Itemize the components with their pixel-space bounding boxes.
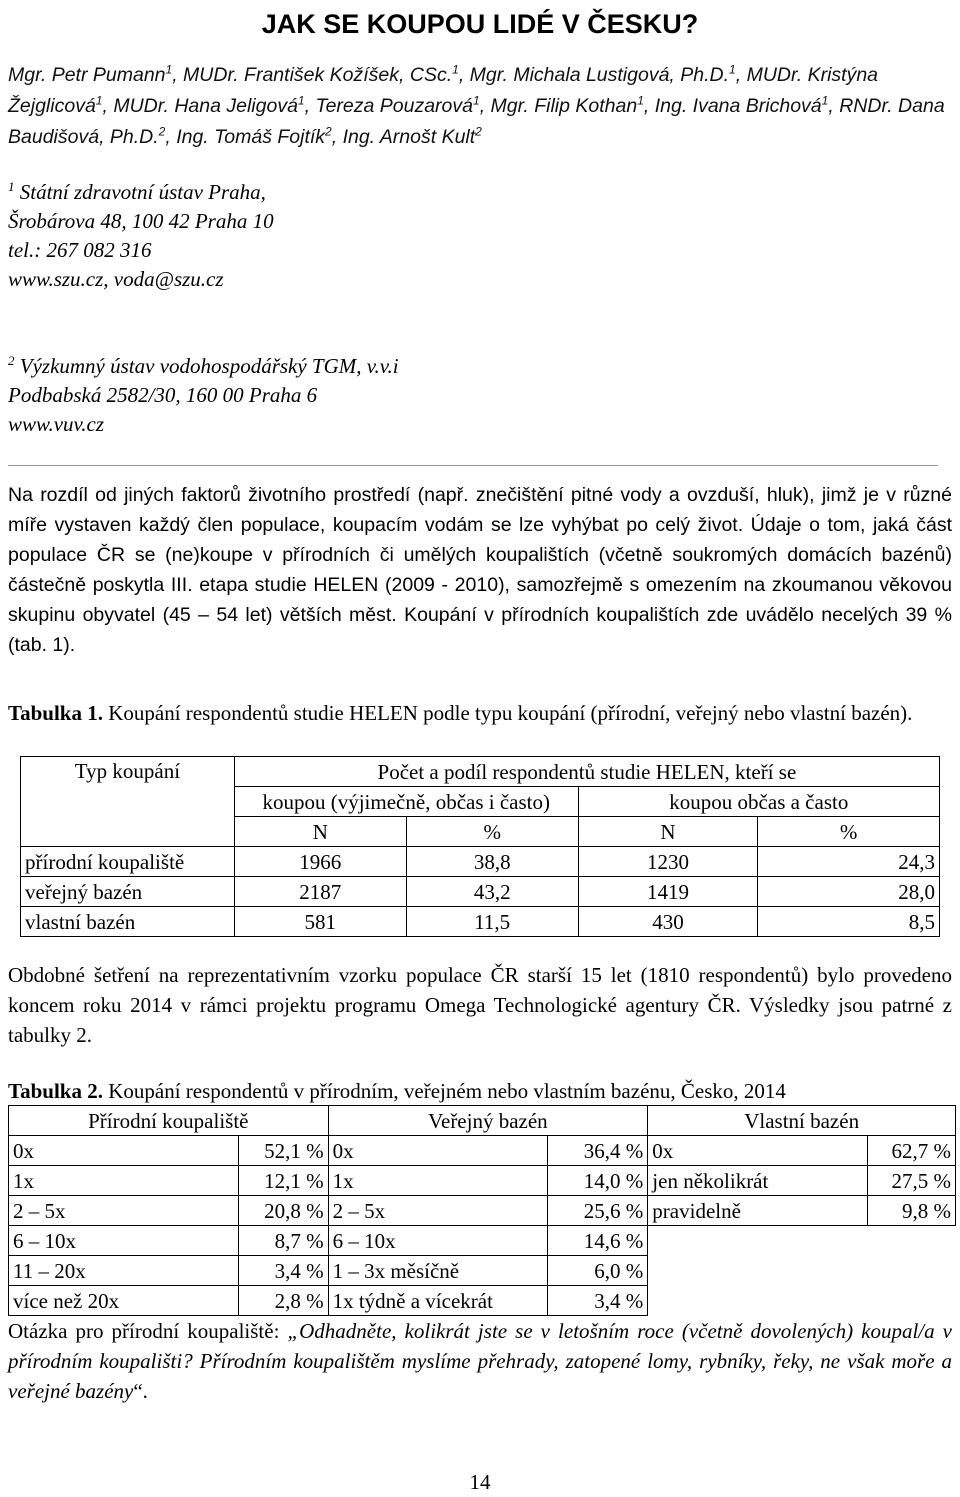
abstract-paragraph: Na rozdíl od jiných faktorů životního prostředí (např. znečištění pitné vody a ovzduší, hluk), jimž je v různé míře vystaven každý člen populace, koupacím vodám se lze vyhýbat po celý život. Údaje o tom, jaká část populace ČR se (ne)koupe v přírodních či umělých koupalištích (včetně soukromých domácích bazénů) částečně poskytla III. etapa studie HELEN (2009 - 2010), samozřejmě s omezením na zkoumanou věkovou skupinu obyvatel (45 – 54 let) větších měst. Koupání v přírodních koupalištích zde uvádělo necelých 39 % (tab. 1). bbox=[8, 484, 952, 656]
author: , MUDr. František Kožíšek, CSc. bbox=[172, 64, 453, 86]
table-cell: 1966 bbox=[234, 847, 406, 877]
table-cell: veřejný bazén bbox=[21, 877, 235, 907]
table-cell: 28,0 bbox=[758, 877, 940, 907]
table-1 bbox=[20, 756, 940, 937]
body-paragraph: Obdobné šetření na reprezentativním vzorku populace ČR starší 15 let (1810 respondentů) bylo provedeno koncem roku 2014 v rámci projektu programu Omega Technologické agentury ČR. Výsledky jsou patrné z tabulky 2. bbox=[8, 963, 952, 1047]
table1-caption: Tabulka 1. Koupání respondentů studie HELEN podle typu koupání (přírodní, veřejný nebo vlastní bazén). bbox=[8, 701, 913, 725]
table-cell: 430 bbox=[578, 907, 758, 937]
table-header: Počet a podíl respondentů studie HELEN, kteří se bbox=[234, 757, 939, 787]
table-cell: 11,5 bbox=[406, 907, 578, 937]
author: , Mgr. Filip Kothan bbox=[479, 95, 638, 117]
table-row bbox=[21, 877, 940, 907]
table-row: 0x 52,1 % 0x 36,4 % 0x 62,7 % bbox=[9, 1136, 956, 1166]
author: , Ing. Tomáš Fojtík bbox=[165, 126, 326, 148]
question-note: Otázka pro přírodní koupaliště: „Odhadněte, kolikrát jste se v letošním roce (včetně dovolených) koupal/a v přírodním koupališti? Přírodním koupalištěm myslíme přehrady, zatopené lomy, rybníky, řeky, ne však moře a veřejné bazény“. bbox=[8, 1319, 953, 1403]
table-header: Vlastní bazén bbox=[648, 1106, 956, 1136]
author: Mgr. Petr Pumann bbox=[8, 64, 166, 86]
table-row: 11 – 20x 3,4 % 1 – 3x měsíčně 6,0 % bbox=[9, 1256, 956, 1286]
table-row bbox=[9, 1106, 956, 1136]
author: , RNDr. Dana Baudišová, Ph.D. bbox=[8, 95, 945, 148]
author: , Ing. Arnošt Kult bbox=[331, 126, 476, 148]
table-cell: 1419 bbox=[578, 877, 758, 907]
table-cell: vlastní bazén bbox=[21, 907, 235, 937]
table-cell: 581 bbox=[234, 907, 406, 937]
table-row: 2 – 5x 20,8 % 2 – 5x 25,6 % pravidelně 9,8 % bbox=[9, 1196, 956, 1226]
table-cell: přírodní koupaliště bbox=[21, 847, 235, 877]
table-header: Veřejný bazén bbox=[328, 1106, 648, 1136]
table-row: 6 – 10x 8,7 % 6 – 10x 14,6 % bbox=[9, 1226, 956, 1256]
table-cell: 2187 bbox=[234, 877, 406, 907]
table-cell: 8,5 bbox=[758, 907, 940, 937]
table-cell: 43,2 bbox=[406, 877, 578, 907]
affiliation-1: $^1$ Státní zdravotní ústav Praha, Šrobárova 48, 100 42 Praha 10 tel.: 267 082 316 www.szu.cz, voda@szu.cz bbox=[8, 178, 274, 294]
page-title: JAK SE KOUPOU LIDÉ V ČESKU? bbox=[261, 9, 699, 39]
page-number: 14 bbox=[469, 1470, 491, 1494]
table2-caption: Tabulka 2. Koupání respondentů v přírodním, veřejném nebo vlastním bazénu, Česko, 2014 bbox=[8, 1079, 786, 1103]
table-header: N bbox=[234, 817, 406, 847]
table-row bbox=[21, 757, 940, 787]
table-2 bbox=[8, 1105, 956, 1316]
table-row bbox=[21, 907, 940, 937]
table-header: koupou (výjimečně, občas i často) bbox=[234, 787, 578, 817]
table-header: Přírodní koupaliště bbox=[9, 1106, 329, 1136]
table-header: % bbox=[406, 817, 578, 847]
separator-rule bbox=[8, 465, 938, 466]
author: , Tereza Pouzarová bbox=[304, 95, 473, 117]
author: , Ing. Ivana Brichová bbox=[643, 95, 822, 117]
table-header: koupou občas a často bbox=[578, 787, 939, 817]
author: , MUDr. Hana Jeligová bbox=[102, 95, 298, 117]
table-header: N bbox=[578, 817, 758, 847]
table-cell: 24,3 bbox=[758, 847, 940, 877]
author: , MUDr. Kristýna Žejglicová bbox=[8, 64, 879, 117]
table-row bbox=[21, 847, 940, 877]
author: , Mgr. Michala Lustigová, Ph.D. bbox=[458, 64, 730, 86]
table-cell: 1230 bbox=[578, 847, 758, 877]
author-list: Mgr. Petr Pumann$^1$, MUDr. František Kožíšek, CSc.$^1$, Mgr. Michala Lustigová, Ph.D.$^1$, MUDr. Kristýna Žejglicová$^1$, MUDr. Hana Jeligová$^1$, Tereza Pouzarová$^1$, Mgr. Filip Kothan$^1$, Ing. Ivana Brichová$^1$, RNDr. Dana Baudišová, Ph.D.$^2$, Ing. Tomáš Fojtík$^2$, Ing. Arnošt Kult$^2$ bbox=[8, 62, 945, 148]
table-row: více než 20x 2,8 % 1x týdně a vícekrát 3,4 % bbox=[9, 1286, 956, 1316]
table-row: 1x 12,1 % 1x 14,0 % jen několikrát 27,5 % bbox=[9, 1166, 956, 1196]
affiliation-2-web: www.vuv.cz bbox=[8, 412, 105, 436]
table-header: Typ koupání bbox=[21, 757, 235, 847]
affiliation-2: $^2$ Výzkumný ústav vodohospodářský TGM, v.v.i Podbabská 2582/30, 160 00 Praha 6 www.vuv.cz bbox=[8, 352, 399, 439]
table-cell: 38,8 bbox=[406, 847, 578, 877]
table-header: % bbox=[758, 817, 940, 847]
affiliation-1-web-email: www.szu.cz, voda@szu.cz bbox=[8, 267, 224, 291]
